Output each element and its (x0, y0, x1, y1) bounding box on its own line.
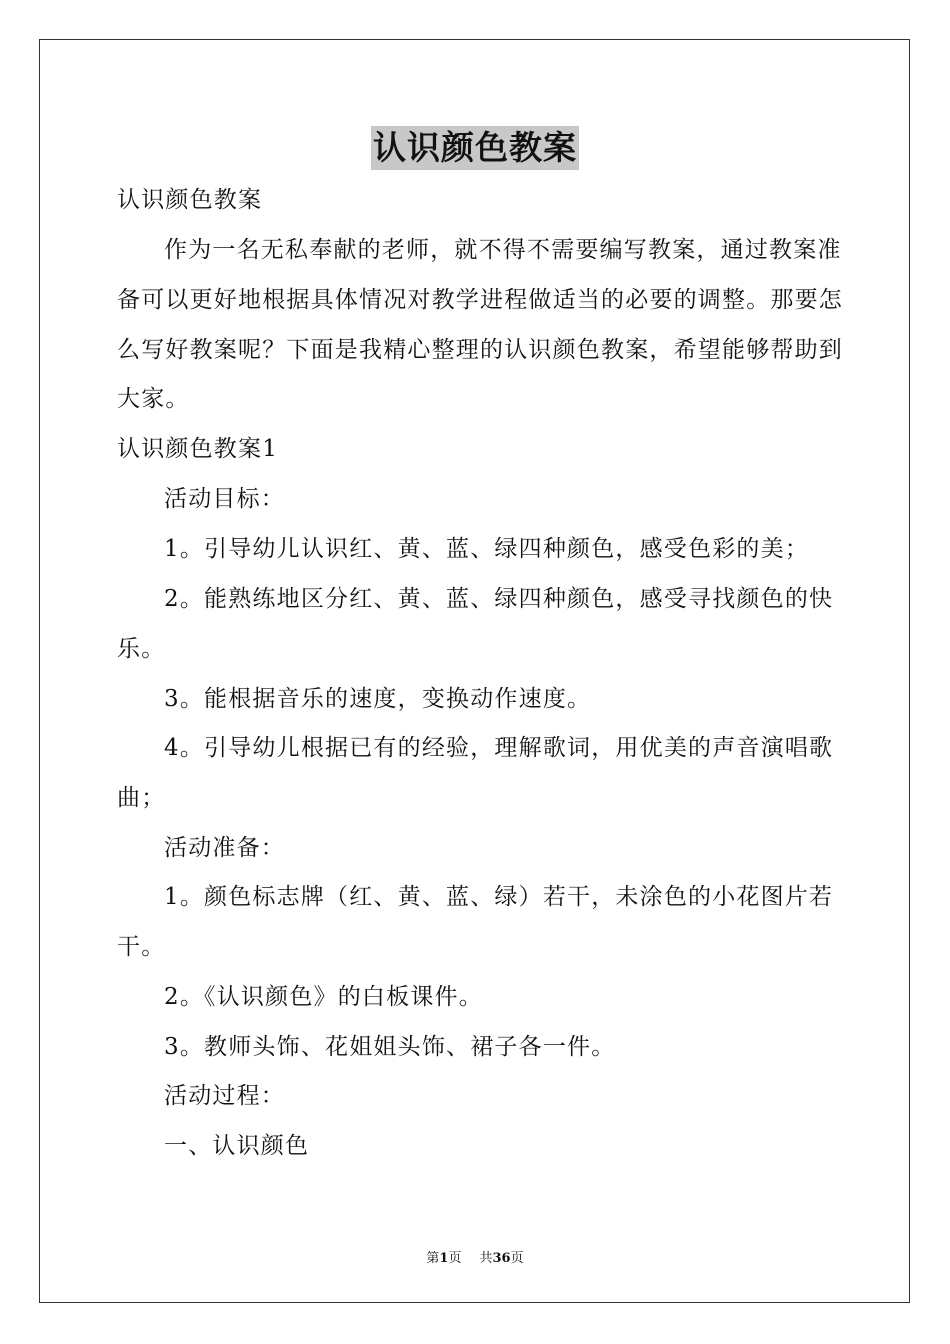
footer-total-pages: 36 (492, 1251, 511, 1266)
page-border (39, 39, 910, 1303)
paragraph-line: 一、认识颜色 (164, 1133, 310, 1159)
footer-page-prefix: 第 (426, 1251, 440, 1266)
paragraph-line: 2。能熟练地区分红、黄、蓝、绿四种颜色，感受寻找颜色的快 (164, 586, 834, 612)
paragraph-line: 3。能根据音乐的速度，变换动作速度。 (164, 686, 592, 712)
paragraph-line: 作为一名无私奉献的老师，就不得不需要编写教案，通过教案准 (164, 237, 842, 263)
title-container (0, 126, 950, 170)
paragraph-line: 1。引导幼儿认识红、黄、蓝、绿四种颜色，感受色彩的美； (164, 536, 810, 562)
paragraph-line: 乐。 (117, 636, 166, 662)
paragraph-line: 活动过程： (164, 1083, 285, 1109)
paragraph-line: 备可以更好地根据具体情况对教学进程做适当的必要的调整。那要怎 (117, 287, 843, 313)
paragraph-line: 曲； (117, 785, 166, 811)
paragraph-line: 1。颜色标志牌（红、黄、蓝、绿）若干，未涂色的小花图片若 (164, 884, 834, 910)
paragraph-line: 4。引导幼儿根据已有的经验，理解歌词，用优美的声音演唱歌 (164, 735, 834, 761)
section-heading: 认识颜色教案1 (117, 436, 279, 462)
paragraph-line: 么写好教案呢？下面是我精心整理的认识颜色教案，希望能够帮助到 (117, 337, 843, 363)
footer-total-prefix: 共 (479, 1251, 493, 1266)
paragraph-line: 大家。 (117, 386, 190, 412)
subtitle-line: 认识颜色教案 (117, 187, 263, 213)
paragraph-line: 3。教师头饰、花姐姐头饰、裙子各一件。 (164, 1034, 616, 1060)
footer-page-suffix: 页 (448, 1251, 462, 1266)
paragraph-line: 干。 (117, 934, 166, 960)
footer-total-suffix: 页 (510, 1251, 524, 1266)
footer-page-number: 1 (439, 1251, 449, 1266)
paragraph-line: 2。《认识颜色》的白板课件。 (164, 984, 483, 1010)
document-title: 认识颜色教案 (371, 126, 579, 170)
page-footer (0, 1250, 950, 1268)
paragraph-line: 活动目标： (164, 486, 285, 512)
paragraph-line: 活动准备： (164, 835, 285, 861)
